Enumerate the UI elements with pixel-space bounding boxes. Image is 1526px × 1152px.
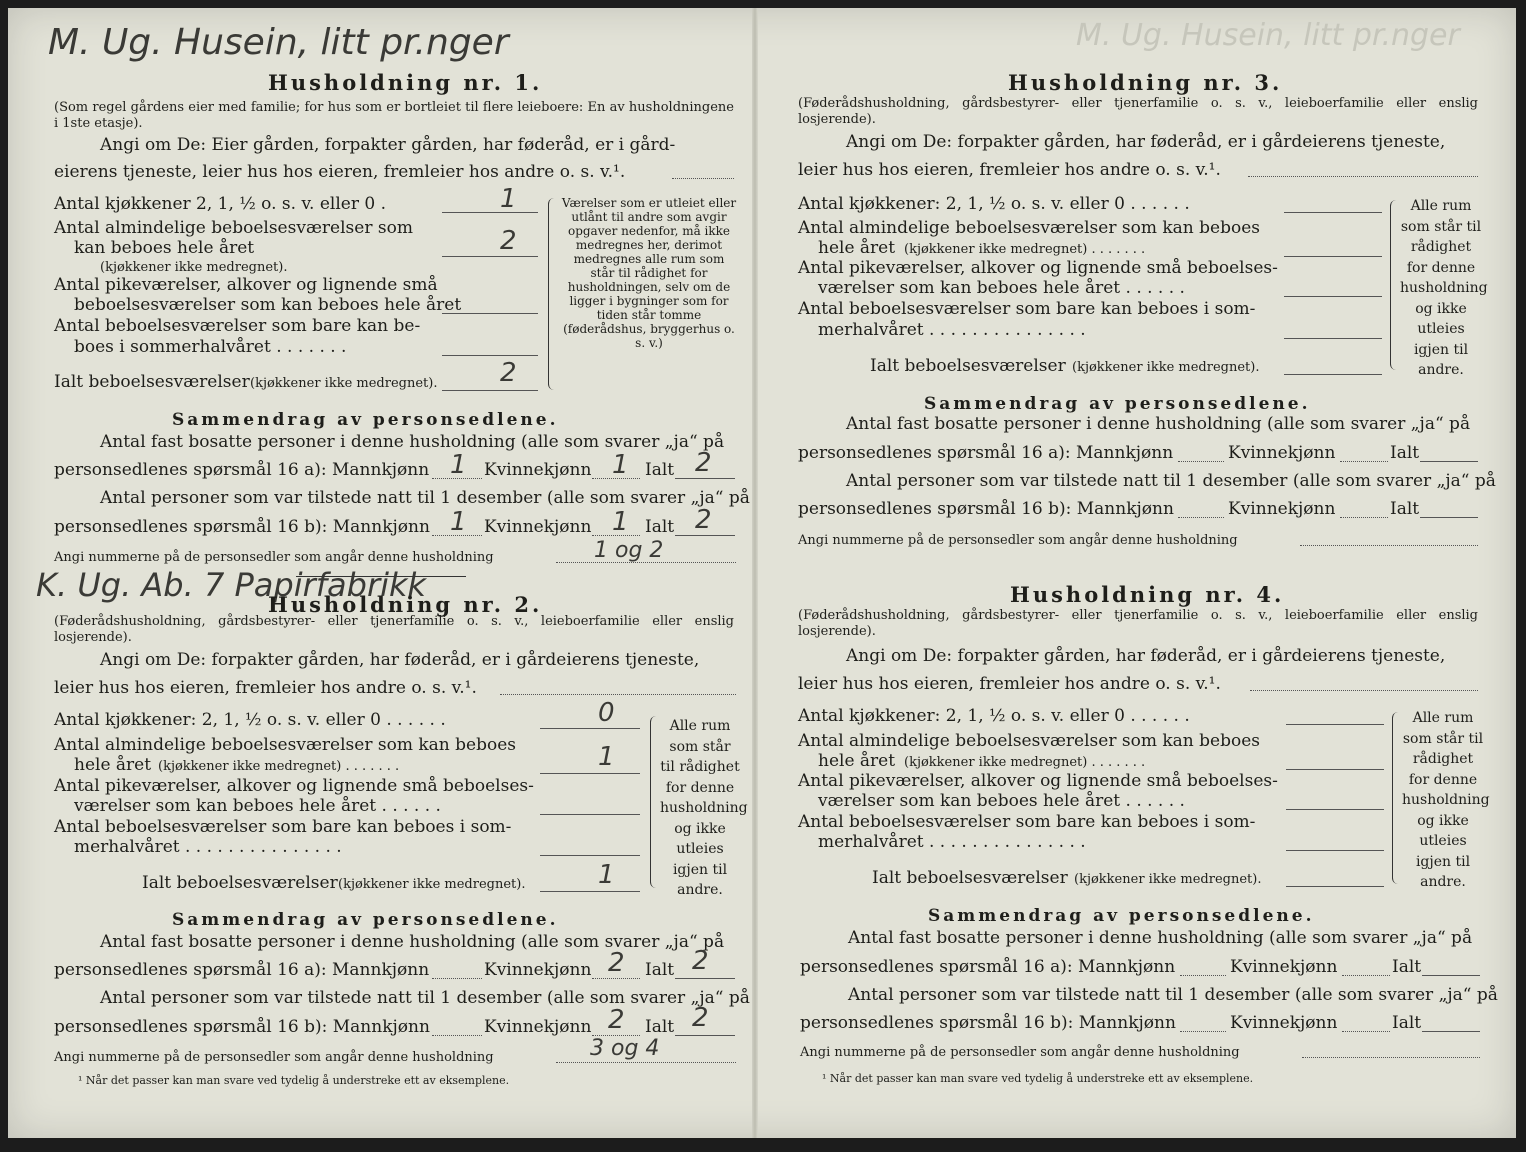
h1-note-brace [548, 198, 557, 390]
household-1-angi-line1: Angi om De: Eier gården, forpakter gården, har føderåd, er i gård- [100, 135, 676, 155]
h3-16a-female-label: Kvinnekjønn [1228, 443, 1336, 463]
h2-16b-female-label: Kvinnekjønn [484, 1017, 592, 1037]
h4-pike-label-2: værelser som kan beboes hele året . . . . . . [818, 791, 1185, 811]
household-1-intro: (Som regel gårdens eier med familie; for hus som er bortleiet til flere leieboere: En av husholdningene i 1ste etasje). [54, 100, 734, 131]
h2-rooms-label-1: Antal almindelige beboelsesværelser som kan beboes [54, 735, 516, 755]
h2-pike-label-1: Antal pikeværelser, alkover og lignende små beboelses- [54, 776, 534, 796]
h3-tilst-line1: Antal personer som var tilstede natt til 1 desember (alle som svarer „ja“ på [846, 471, 1496, 491]
h4-pike-label-1: Antal pikeværelser, alkover og lignende små beboelses- [798, 771, 1278, 791]
h4-numre-label: Angi nummerne på de personsedler som angår denne husholdning [800, 1045, 1240, 1060]
h3-pike-label-1: Antal pikeværelser, alkover og lignende små beboelses- [798, 258, 1278, 278]
household-4-angi-line1: Angi om De: forpakter gården, har føderåd, er i gårdeierens tjeneste, [846, 646, 1446, 666]
household-4-title: Husholdning nr. 4. [1010, 582, 1285, 607]
household-2-angi-line1: Angi om De: forpakter gården, har føderåd, er i gårdeierens tjeneste, [100, 650, 700, 670]
household-1-title: Husholdning nr. 1. [268, 70, 543, 95]
h4-rooms-note-box: Alle rum som står til rådighet for denne husholdning og ikke utleies igjen til andre. [1402, 710, 1490, 890]
h4-fast-line1: Antal fast bosatte personer i denne husholdning (alle som svarer „ja“ på [848, 928, 1473, 948]
h1-tilst-line1: Antal personer som var tilstede natt til 1 desember (alle som svarer „ja“ på [100, 488, 750, 508]
handwritten-header-left: M. Ug. Husein, litt pr.nger [48, 22, 509, 63]
h1-numre-value[interactable]: 1 og 2 [594, 538, 664, 563]
h4-tilst-line2: personsedlenes spørsmål 16 b): Mannkjønn [800, 1013, 1176, 1033]
h1-summary-title: Sammendrag av personsedlene. [172, 410, 559, 430]
h4-note-brace [1392, 712, 1401, 884]
h1-16a-female[interactable]: 1 [612, 450, 629, 480]
h4-rooms-note: (kjøkkener ikke medregnet) . . . . . . . [904, 755, 1146, 770]
h1-pike-label-2: beboelsesværelser som kan beboes hele året [74, 295, 462, 315]
h3-summary-title: Sammendrag av personsedlene. [924, 394, 1311, 414]
h1-16a-total[interactable]: 2 [695, 448, 712, 478]
h3-rooms-note-box: Alle rum som står til rådighet for denne husholdning og ikke utleies igjen til andre. [1400, 198, 1488, 378]
h2-bare-label-2: merhalvåret . . . . . . . . . . . . . . . [74, 837, 342, 857]
household-2-angi-line2: leier hus hos eieren, fremleier hos andre o. s. v.¹. [54, 678, 477, 698]
h1-kitchens-label: Antal kjøkkener 2, 1, ½ o. s. v. eller 0 . [54, 194, 386, 214]
h2-16a-female[interactable]: 2 [608, 948, 625, 978]
h3-pike-label-2: værelser som kan beboes hele året . . . . . . [818, 278, 1185, 298]
h3-bare-label-2: merhalvåret . . . . . . . . . . . . . . . [818, 320, 1086, 340]
h4-rooms-label-2: hele året [818, 751, 896, 771]
h1-16b-female-label: Kvinnekjønn [484, 517, 592, 537]
h2-tilst-line2: personsedlenes spørsmål 16 b): Mannkjønn [54, 1017, 430, 1037]
h1-tilst-line2: personsedlenes spørsmål 16 b): Mannkjønn [54, 517, 430, 537]
handwritten-household-2-label: K. Ug. Ab. 7 Papirfabrikk [36, 566, 427, 604]
household-4-angi-line2: leier hus hos eieren, fremleier hos andre o. s. v.¹. [798, 674, 1221, 694]
h1-16a-male[interactable]: 1 [450, 450, 467, 480]
h2-note-brace [650, 716, 659, 888]
h2-16a-total-label: Ialt [645, 960, 675, 980]
h1-16b-female[interactable]: 1 [612, 507, 629, 537]
h1-bare-label-1: Antal beboelsesværelser som bare kan be- [54, 316, 421, 336]
h4-total-note: (kjøkkener ikke medregnet). [1074, 872, 1262, 887]
h1-rooms-note: (kjøkkener ikke medregnet). [100, 260, 288, 275]
h2-16a-female-label: Kvinnekjønn [484, 960, 592, 980]
h3-tilst-line2: personsedlenes spørsmål 16 b): Mannkjønn [798, 499, 1174, 519]
right-footnote: ¹ Når det passer kan man svare ved tydelig å understreke ett av eksemplene. [822, 1072, 1254, 1085]
h4-summary-title: Sammendrag av personsedlene. [928, 906, 1315, 926]
h2-rooms-value[interactable]: 1 [598, 742, 615, 772]
h1-kitchens-value[interactable]: 1 [500, 184, 517, 214]
h3-fast-line2: personsedlenes spørsmål 16 a): Mannkjønn [798, 443, 1174, 463]
h1-rooms-value[interactable]: 2 [500, 226, 517, 256]
household-4-intro: (Føderådshusholdning, gårdsbestyrer- eller tjenerfamilie o. s. v., leieboerfamilie eller enslig losjerende). [798, 608, 1478, 639]
household-1-angi-line2: eierens tjeneste, leier hus hos eieren, fremleier hos andre o. s. v.¹. [54, 162, 626, 182]
h1-rooms-label-1: Antal almindelige beboelsesværelser som [54, 218, 413, 238]
h2-fast-line2: personsedlenes spørsmål 16 a): Mannkjønn [54, 960, 430, 980]
h1-bare-label-2: boes i sommerhalvåret . . . . . . . [74, 337, 347, 357]
household-3-angi-line1: Angi om De: forpakter gården, har føderåd, er i gårdeierens tjeneste, [846, 132, 1446, 152]
h4-16b-total-label: Ialt [1392, 1013, 1422, 1033]
h2-pike-label-2: værelser som kan beboes hele året . . . . . . [74, 796, 441, 816]
household-3-angi-line2: leier hus hos eieren, fremleier hos andre o. s. v.¹. [798, 160, 1221, 180]
h3-16b-total-label: Ialt [1390, 499, 1420, 519]
h1-total-label: Ialt beboelsesværelser [54, 372, 250, 392]
household-2-intro: (Føderådshusholdning, gårdsbestyrer- eller tjenerfamilie o. s. v., leieboerfamilie eller enslig losjerende). [54, 614, 734, 645]
h2-total-label: Ialt beboelsesværelser [142, 873, 338, 893]
h4-bare-label-1: Antal beboelsesværelser som bare kan beboes i som- [798, 812, 1256, 832]
h3-rooms-note: (kjøkkener ikke medregnet) . . . . . . . [904, 242, 1146, 257]
h3-rooms-label-2: hele året [818, 238, 896, 258]
h2-16b-total[interactable]: 2 [692, 1003, 709, 1033]
h4-16a-female-label: Kvinnekjønn [1230, 957, 1338, 977]
h3-total-note: (kjøkkener ikke medregnet). [1072, 360, 1260, 375]
h2-total-value[interactable]: 1 [598, 860, 615, 890]
h4-total-label: Ialt beboelsesværelser [872, 868, 1068, 888]
h1-rooms-label-2: kan beboes hele året [74, 238, 255, 258]
handwritten-header-right-bleed: M. Ug. Husein, litt pr.nger [1076, 18, 1460, 53]
h1-16b-male[interactable]: 1 [450, 507, 467, 537]
h2-summary-title: Sammendrag av personsedlene. [172, 910, 559, 930]
h1-total-value[interactable]: 2 [500, 358, 517, 388]
h4-bare-label-2: merhalvåret . . . . . . . . . . . . . . . [818, 832, 1086, 852]
h1-16b-total[interactable]: 2 [695, 505, 712, 535]
h3-note-brace [1390, 200, 1399, 370]
h2-rooms-note: (kjøkkener ikke medregnet) . . . . . . . [158, 759, 400, 774]
h2-rooms-note-box: Alle rum som står til rådighet for denne husholdning og ikke utleies igjen til andre. [660, 718, 748, 898]
h4-kitchens-label: Antal kjøkkener: 2, 1, ½ o. s. v. eller 0 . . . . . . [798, 706, 1190, 726]
h1-16a-female-label: Kvinnekjønn [484, 460, 592, 480]
h2-total-note: (kjøkkener ikke medregnet). [338, 877, 526, 892]
h2-kitchens-value[interactable]: 0 [598, 698, 615, 728]
h2-fast-line1: Antal fast bosatte personer i denne husholdning (alle som svarer „ja“ på [100, 932, 725, 952]
h4-fast-line2: personsedlenes spørsmål 16 a): Mannkjønn [800, 957, 1176, 977]
household-3-title: Husholdning nr. 3. [1008, 70, 1283, 95]
h1-total-note: (kjøkkener ikke medregnet). [250, 376, 438, 391]
h4-rooms-label-1: Antal almindelige beboelsesværelser som kan beboes [798, 731, 1260, 751]
h1-fast-line2: personsedlenes spørsmål 16 a): Mannkjønn [54, 460, 430, 480]
left-footnote: ¹ Når det passer kan man svare ved tydelig å understreke ett av eksemplene. [78, 1074, 510, 1087]
h3-kitchens-label: Antal kjøkkener: 2, 1, ½ o. s. v. eller 0 . . . . . . [798, 194, 1190, 214]
h3-bare-label-1: Antal beboelsesværelser som bare kan beboes i som- [798, 299, 1256, 319]
h3-numre-label: Angi nummerne på de personsedler som angår denne husholdning [798, 533, 1238, 548]
household-3-intro: (Føderådshusholdning, gårdsbestyrer- eller tjenerfamilie o. s. v., leieboerfamilie eller enslig losjerende). [798, 96, 1478, 127]
h2-bare-label-1: Antal beboelsesværelser som bare kan beboes i som- [54, 817, 512, 837]
h1-16a-total-label: Ialt [645, 460, 675, 480]
household-2-title: Husholdning nr. 2. [268, 592, 543, 617]
h3-rooms-label-1: Antal almindelige beboelsesværelser som kan beboes [798, 218, 1260, 238]
h3-16b-female-label: Kvinnekjønn [1228, 499, 1336, 519]
h2-tilst-line1: Antal personer som var tilstede natt til 1 desember (alle som svarer „ja“ på [100, 988, 750, 1008]
h2-16a-total[interactable]: 2 [692, 946, 709, 976]
page-fold [752, 8, 758, 1138]
h3-fast-line1: Antal fast bosatte personer i denne husholdning (alle som svarer „ja“ på [846, 414, 1471, 434]
h1-rooms-note-box: Værelser som er utleiet eller utlånt til andre som avgir opgaver nedenfor, må ikke medregnes her, derimot medregnes alle rum som står til rådighet for husholdningen, selv om de ligger i bygninger som for tiden står tomme (føderådshus, bryggerhus o. s. v.) [561, 196, 737, 350]
h2-numre-value[interactable]: 3 og 4 [590, 1036, 660, 1061]
h2-rooms-label-2: hele året [74, 755, 152, 775]
h1-numre-label: Angi nummerne på de personsedler som angår denne husholdning [54, 550, 494, 565]
h4-16b-female-label: Kvinnekjønn [1230, 1013, 1338, 1033]
h1-pike-label-1: Antal pikeværelser, alkover og lignende små [54, 275, 438, 295]
h2-16b-female[interactable]: 2 [608, 1005, 625, 1035]
h4-tilst-line1: Antal personer som var tilstede natt til 1 desember (alle som svarer „ja“ på [848, 985, 1498, 1005]
h2-16b-total-label: Ialt [645, 1017, 675, 1037]
h2-numre-label: Angi nummerne på de personsedler som angår denne husholdning [54, 1050, 494, 1065]
h3-16a-total-label: Ialt [1390, 443, 1420, 463]
h3-total-label: Ialt beboelsesværelser [870, 356, 1066, 376]
h1-fast-line1: Antal fast bosatte personer i denne husholdning (alle som svarer „ja“ på [100, 432, 725, 452]
h1-16b-total-label: Ialt [645, 517, 675, 537]
h2-kitchens-label: Antal kjøkkener: 2, 1, ½ o. s. v. eller 0 . . . . . . [54, 710, 446, 730]
h4-16a-total-label: Ialt [1392, 957, 1422, 977]
